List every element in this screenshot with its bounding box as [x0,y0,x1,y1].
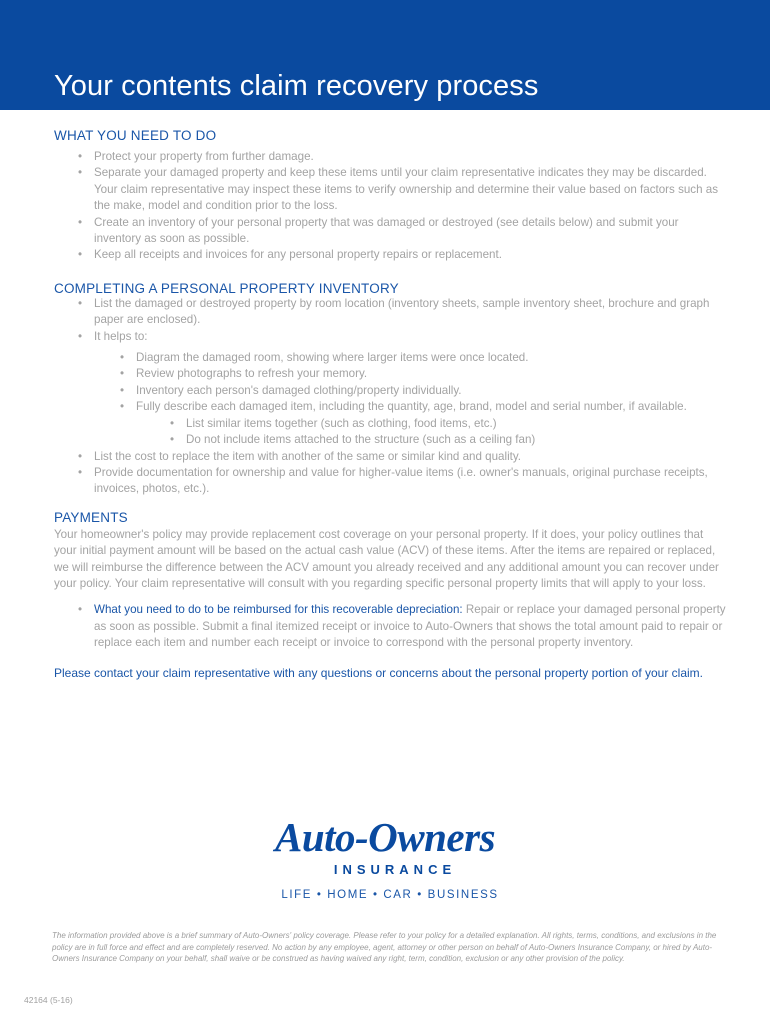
list-item [94,602,726,651]
section-heading-inventory: COMPLETING A PERSONAL PROPERTY INVENTORY [54,280,399,296]
section-heading-payments: PAYMENTS [54,509,128,525]
list-item: • Do not include items attached to the structure (such as a ceiling fan) [186,432,726,448]
logo-wordmark: Auto-Owners [274,814,496,860]
logo-tagline: LIFE • HOME • CAR • BUSINESS [281,889,499,901]
main-content [54,128,726,682]
list-item-text: Fully describe each damaged item, including the quantity, age, brand, model and serial number, if available. [136,400,687,414]
logo-subtitle: INSURANCE [333,862,457,877]
list-item: • Keep all receipts and invoices for any personal property repairs or replacement. [94,247,726,263]
form-number: 42164 (5-16) [24,995,73,1005]
list-item: • Protect your property from further damage. [94,149,726,165]
reimbursement-lead: What you need to do to be reimbursed for this recoverable depreciation: [94,603,463,617]
closing-note: Please contact your claim representative with any questions or concerns about the personal property portion of your claim. [54,665,704,680]
page-title: Your contents claim recovery process [54,70,539,102]
list-item: • Review photographs to refresh your memory. [136,366,726,382]
reimbursement-text: Repair or replace your damaged personal property as soon as possible. Submit a final itemized receipt or invoice to Auto-Owners that shows the total amount paid to repair or replace each item and number each receipt or invoice to correspond with the personal property inventory. [94,603,726,650]
list-item: • Create an inventory of your personal property that was damaged or destroyed (see details below) and submit your inventory as soon as possible. [94,215,726,248]
sub-list [136,416,726,449]
header-banner [0,0,770,110]
list-item: • List the cost to replace the item with another of the same or similar kind and quality. [94,449,726,465]
list-item [136,399,726,448]
auto-owners-logo [0,815,770,901]
section-heading-what-you-need: WHAT YOU NEED TO DO [54,128,217,143]
inventory-list [54,296,726,498]
list-item: • Provide documentation for ownership and value for higher-value items (i.e. owner's manuals, original purchase receipts, invoices, photos, etc.). [94,465,726,498]
list-item: • Inventory each person's damaged clothing/property individually. [136,383,726,399]
list-item: • List the damaged or destroyed property by room location (inventory sheets, sample inventory sheet, brochure and graph paper are enclosed). [94,296,726,329]
list-item-text: It helps to: [94,329,148,343]
list-item: • Separate your damaged property and keep these items until your claim representative indicates they may be discarded. Your claim representative may inspect these items to verify ownership and determine their value based on factors such as the make, model and condition prior to the loss. [94,165,726,214]
list-item [94,329,726,449]
legal-disclaimer: The information provided above is a brief summary of Auto-Owners' policy coverage. Please refer to your policy for a detailed explanation. All rights, terms, conditions, and exclusions in the policy are in full force and effect and are completely reserved. No action by any employee, agent, attorney or other person on behalf of Auto-Owners Insurance Company, or hired by Auto-Owners Insurance Company on your behalf, shall waive or be construed as having waived any right, term, condition, exclusion or any other provision of the policy. [52,931,717,963]
what-you-need-list [54,149,726,264]
payments-body: Your homeowner's policy may provide replacement cost coverage on your personal property. If it does, your policy outlines that your initial payment amount will be based on the actual cash value (ACV) of these items. After the items are repaired or replaced, we will reimburse the difference between the ACV amount you already received and any additional amount you can recover under your policy. Your claim representative will consult with you regarding specific personal property limits that will apply to your loss. [54,527,719,590]
payments-list [54,602,726,651]
list-item: • Diagram the damaged room, showing where larger items were once located. [136,350,726,366]
helps-list [94,350,726,448]
list-item: • List similar items together (such as clothing, food items, etc.) [186,416,726,432]
